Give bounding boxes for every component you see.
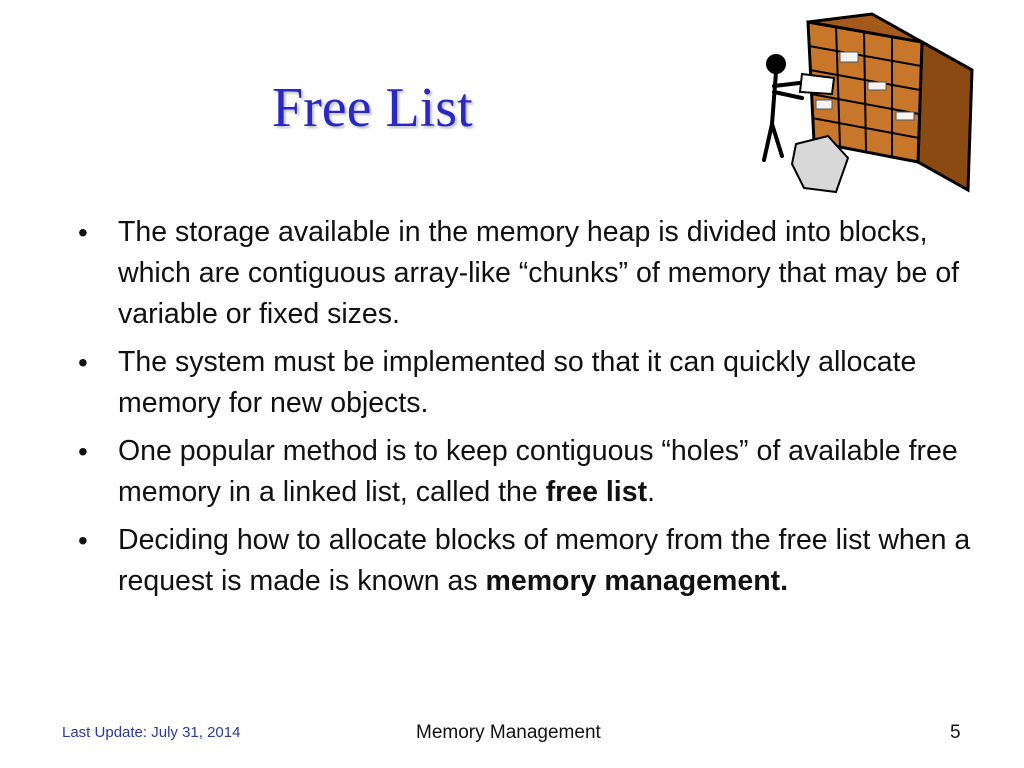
bullet-marker: • xyxy=(78,347,88,378)
bullet-marker: • xyxy=(78,525,88,556)
bullet-text: The system must be implemented so that it can quickly allocate memory for new objects. xyxy=(118,346,917,419)
slide-title: Free List xyxy=(272,77,473,139)
bold-term-free-list: free list xyxy=(545,476,648,508)
page-number: 5 xyxy=(950,722,961,743)
person-filing-papers-in-pigeonhole-shelf-icon xyxy=(752,12,976,196)
bullet-marker: • xyxy=(78,217,88,248)
bullet-item xyxy=(74,342,974,424)
bullet-item xyxy=(74,431,974,513)
bullet-item xyxy=(74,212,974,335)
bullet-text-end: . xyxy=(647,476,655,508)
bullet-text: Deciding how to allocate blocks of memory from the free list when a request is made is known as xyxy=(118,524,971,597)
footer-title: Memory Management xyxy=(416,722,601,743)
bold-term-memory-management: memory management. xyxy=(485,565,789,597)
bullet-list xyxy=(74,212,974,609)
bullet-text: The storage available in the memory heap is divided into blocks, which are contiguous array-like “chunks” of memory that may be of variable or fixed sizes. xyxy=(118,216,960,330)
bullet-item xyxy=(74,520,974,602)
bullet-text: One popular method is to keep contiguous “holes” of available free memory in a linked list, called the xyxy=(118,435,958,508)
footer-last-update: Last Update: July 31, 2014 xyxy=(62,724,241,741)
bullet-marker: • xyxy=(78,436,88,467)
